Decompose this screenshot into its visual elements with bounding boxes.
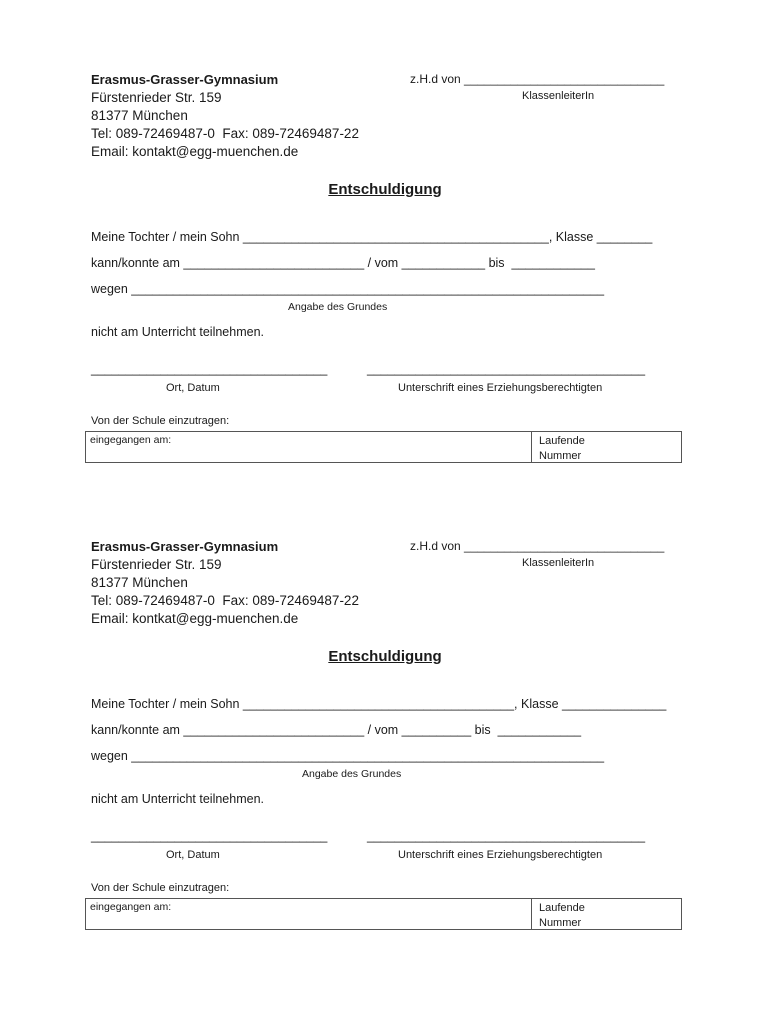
child-class-line[interactable]: Meine Tochter / mein Sohn _______________________________________, Klasse _______________ [91,697,667,711]
signature-label: Unterschrift eines Erziehungsberechtigten [398,849,603,861]
school-street: Fürstenrieder Str. 159 [91,90,222,105]
box-divider [531,432,532,462]
school-street: Fürstenrieder Str. 159 [91,557,222,572]
absence-statement: nicht am Unterricht teilnehmen. [91,325,264,339]
box-divider [531,899,532,929]
place-date-label: Ort, Datum [166,849,220,861]
serial-number-field[interactable]: Laufende Nummer [539,435,585,462]
absence-statement: nicht am Unterricht teilnehmen. [91,792,264,806]
reason-label: Angabe des Grundes [302,768,402,780]
reason-line[interactable]: wegen ____________________________________________________________________ [91,749,605,763]
school-name: Erasmus-Grasser-Gymnasium [91,72,279,87]
school-email: Email: kontkat@egg-muenchen.de [91,611,299,626]
attention-field[interactable]: z.H.d von ______________________________ [410,539,665,553]
child-class-line[interactable]: Meine Tochter / mein Sohn ____________________________________________, Klasse ________ [91,230,653,244]
signature-label: Unterschrift eines Erziehungsberechtigten [398,382,603,394]
signature-line[interactable]: ________________________________________ [367,829,646,843]
form-title: Entschuldigung [328,648,442,665]
excuse-form-2 [0,467,770,934]
school-tel-fax: Tel: 089-72469487-0 Fax: 089-72469487-22 [91,593,359,608]
place-date-line[interactable]: __________________________________ [91,829,328,843]
date-range-line[interactable]: kann/konnte am __________________________ / vom __________ bis ____________ [91,723,582,737]
signature-line[interactable]: ________________________________________ [367,362,646,376]
school-city: 81377 München [91,575,188,590]
place-date-label: Ort, Datum [166,382,220,394]
school-name: Erasmus-Grasser-Gymnasium [91,539,279,554]
attention-sub-label: KlassenleiterIn [522,557,595,569]
attention-sub-label: KlassenleiterIn [522,90,595,102]
place-date-line[interactable]: __________________________________ [91,362,328,376]
received-on-field[interactable]: eingegangen am: [90,434,172,446]
school-email: Email: kontakt@egg-muenchen.de [91,144,299,159]
school-use-box [85,431,682,463]
reason-line[interactable]: wegen ____________________________________________________________________ [91,282,605,296]
school-use-box [85,898,682,930]
serial-number-field[interactable]: Laufende Nummer [539,902,585,929]
school-use-label: Von der Schule einzutragen: [91,415,230,427]
reason-label: Angabe des Grundes [288,301,388,313]
form-title: Entschuldigung [328,181,442,198]
school-city: 81377 München [91,108,188,123]
school-tel-fax: Tel: 089-72469487-0 Fax: 089-72469487-22 [91,126,359,141]
received-on-field[interactable]: eingegangen am: [90,901,172,913]
excuse-form-1 [0,0,770,467]
date-range-line[interactable]: kann/konnte am __________________________ / vom ____________ bis ____________ [91,256,595,270]
school-use-label: Von der Schule einzutragen: [91,882,230,894]
attention-field[interactable]: z.H.d von ______________________________ [410,72,665,86]
